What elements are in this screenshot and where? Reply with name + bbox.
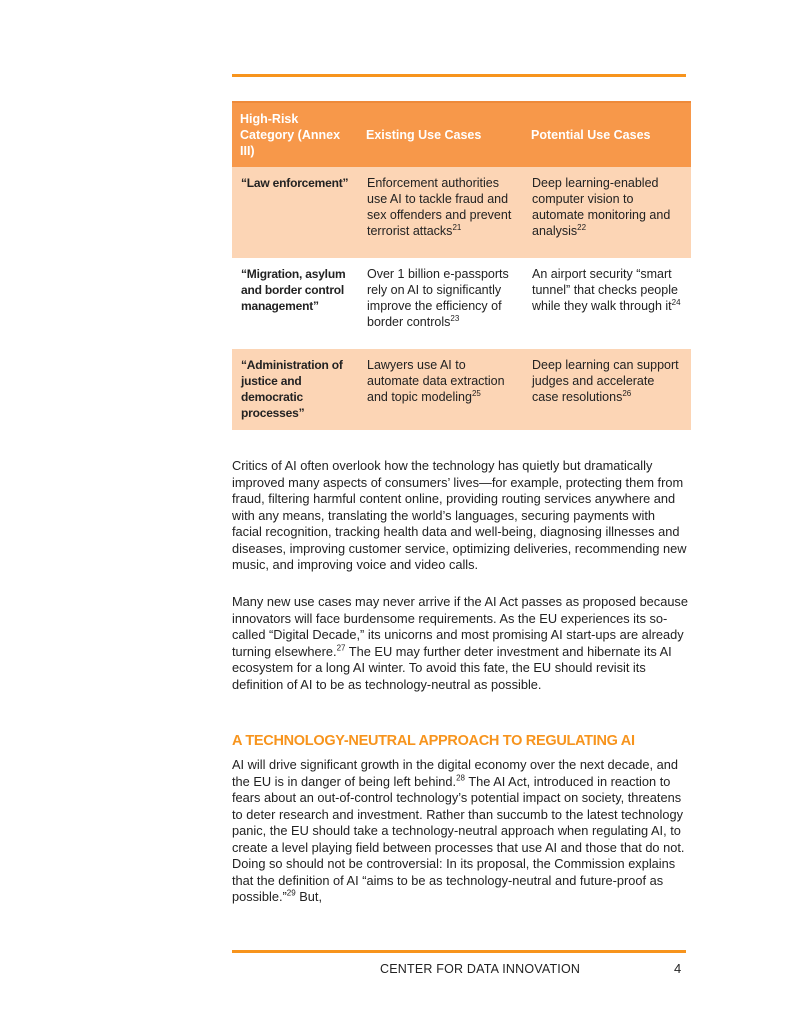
footnote-ref[interactable]: 29 [286,888,296,898]
paragraph-use-cases: Many new use cases may never arrive if the AI Act passes as proposed because innovators will face burdensome requirements. As the EU experiences its so-called “Digital Decade,” its unicorns and most promising AI start-ups are already turning elsewhere.$^{27}$ The EU may further deter investment and hibernate its AI ecosystem for a long AI winter. To avoid this fate, the EU should revisit its definition of AI to be as technology-neutral as possible. [232,594,688,692]
row-potential: Deep learning-enabled computer vision to automate monitoring and analysis$^{22}$ [523,167,691,258]
section-heading: A TECHNOLOGY-NEUTRAL APPROACH TO REGULATING AI [232,733,635,749]
row-category: “Administration of justice and democratic processes” [232,349,358,430]
paragraph-technology-neutral: AI will drive significant growth in the digital economy over the next decade, and the EU is in danger of being left behind.$^{28}$ The AI Act, introduced in reaction to fears about an out-of-control technology’s potential impact on society, threatens to deter research and investment. Rather than succumb to the latest technology panic, the EU should take a technology-neutral approach when regulating AI, to create a level playing field between processes that use AI and those that do not. Doing so should not be controversial: In its proposal, the Commission explains that the definition of AI “aims to be as technology-neutral and future-proof as possible.”$^{29}$ But, [232,757,685,904]
row-existing: Enforcement authorities use AI to tackle fraud and sex offenders and prevent terrorist attacks$^{21}$ [358,167,523,258]
page-number: 4 [674,961,682,976]
table-row [232,167,691,258]
high-risk-table [232,101,691,430]
row-potential: Deep learning can support judges and accelerate case resolutions$^{26}$ [523,349,691,430]
table-row [232,258,691,349]
row-potential: An airport security “smart tunnel” that checks people while they walk through $it^{24}$ [523,258,691,349]
row-existing: Over 1 billion e-passports rely on AI to significantly improve the efficiency of border controls$^{23}$ [358,258,523,349]
top-rule [232,74,686,77]
footer-org: CENTER FOR DATA INNOVATION [380,962,581,976]
footnote-ref[interactable]: 27 [336,643,346,653]
header-existing: Existing Use Cases [358,102,523,167]
paragraph-critics: Critics of AI often overlook how the technology has quietly but dramatically improved many aspects of consumers’ lives—for example, protecting them from fraud, filtering harmful content online, providing routing services anywhere and with any means, translating the world’s languages, securing payments with facial recognition, tracking health data and well-being, diagnosing illnesses and diseases, improving customer service, optimizing deliveries, recommending new music, and improving voice and video calls. [232,458,687,572]
header-category: High-Risk Category (Annex III) [232,102,358,167]
row-existing: Lawyers use AI to automate data extraction and topic modeling$^{25}$ [358,349,523,430]
footer-rule [232,950,686,953]
table-row [232,349,691,430]
row-category: “Migration, asylum and border control management” [232,258,358,349]
row-category: “Law enforcement” [232,167,358,258]
header-potential: Potential Use Cases [523,102,691,167]
table-header-row [232,102,691,167]
footnote-ref[interactable]: 28 [456,773,466,783]
